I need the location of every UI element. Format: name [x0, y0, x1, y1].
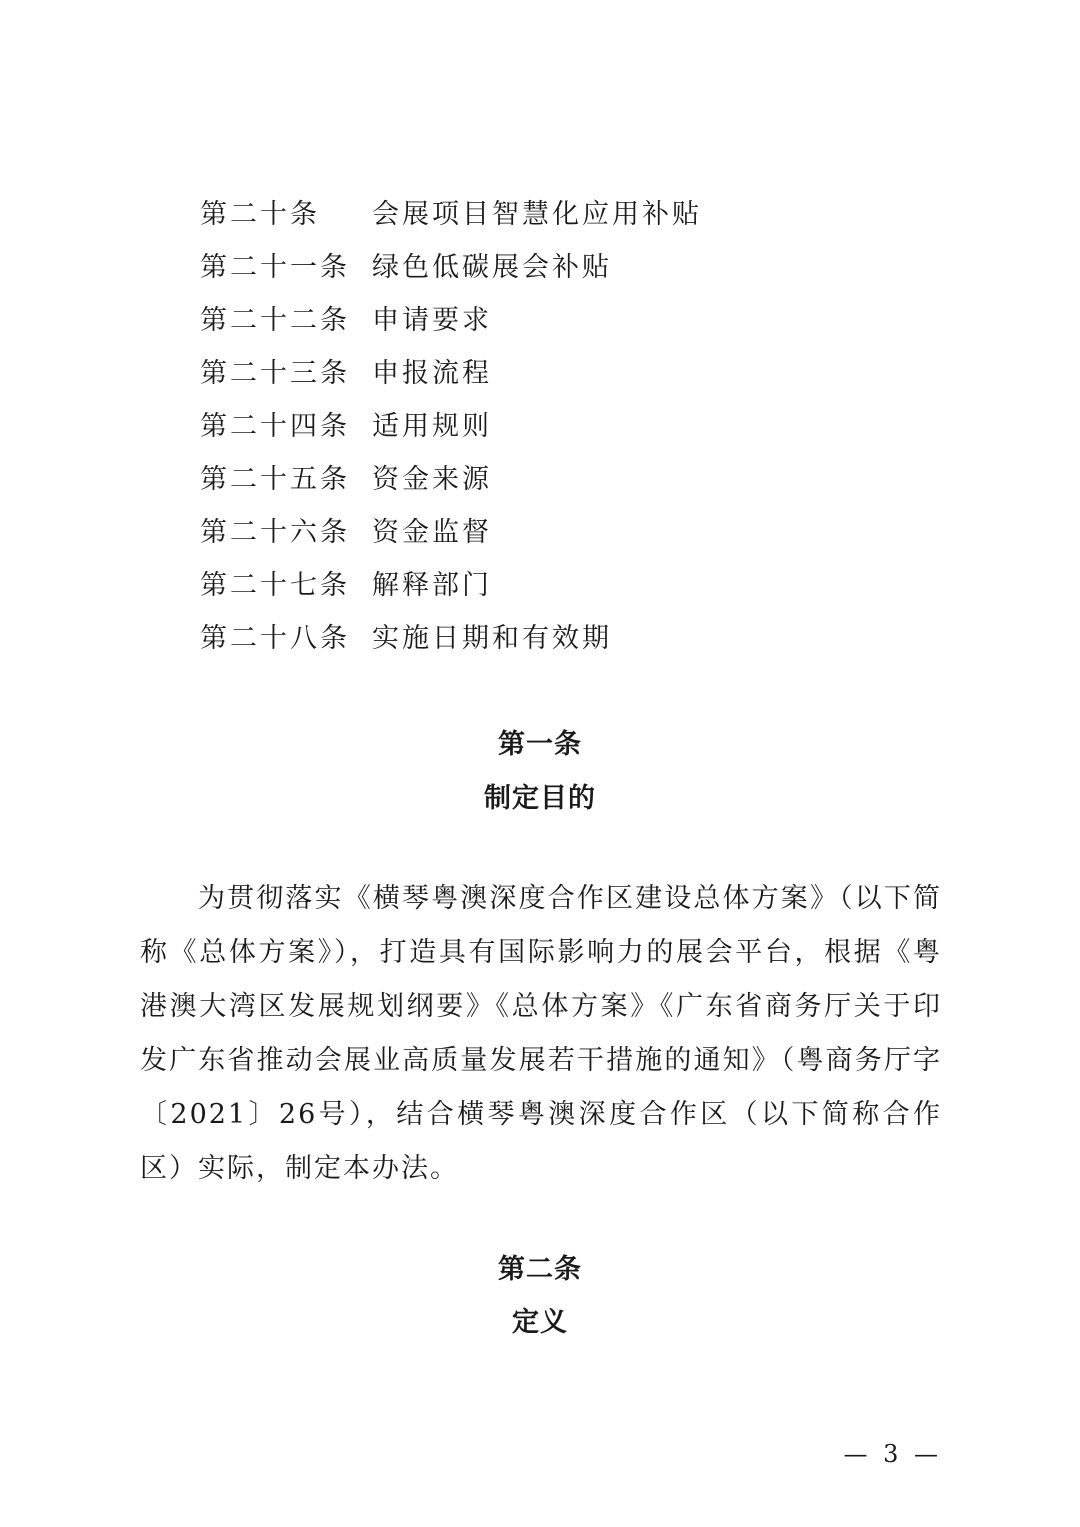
toc-item-title: 解释部门	[372, 570, 492, 601]
toc-item	[200, 241, 960, 294]
toc-item	[200, 612, 960, 665]
toc-item-title: 适用规则	[372, 411, 492, 442]
toc-item	[200, 188, 960, 241]
toc-item-title: 申请要求	[372, 305, 492, 336]
toc-item-number: 第二十五条	[200, 464, 350, 495]
table-of-contents	[200, 188, 960, 665]
toc-item-title: 绿色低碳展会补贴	[372, 252, 612, 283]
toc-item-number: 第二十四条	[200, 411, 350, 442]
toc-item-number: 第二十三条	[200, 358, 350, 389]
toc-item-title: 申报流程	[372, 358, 492, 389]
article-1-body	[140, 872, 942, 1196]
toc-item-title: 资金监督	[372, 517, 492, 548]
toc-item	[200, 453, 960, 506]
article-1-number: 第一条	[498, 729, 582, 760]
toc-item-number: 第二十七条	[200, 570, 350, 601]
toc-item	[200, 347, 960, 400]
toc-item-number: 第二十二条	[200, 305, 350, 336]
toc-item-title: 实施日期和有效期	[372, 623, 612, 654]
toc-item	[200, 400, 960, 453]
article-2-number: 第二条	[498, 1254, 582, 1285]
toc-item-title: 会展项目智慧化应用补贴	[372, 199, 702, 230]
article-1-paragraph: 为贯彻落实《横琴粤澳深度合作区建设总体方案》（以下简称《总体方案》），打造具有国际影响力的展会平台，根据《粤港澳大湾区发展规划纲要》《总体方案》《广东省商务厅关于印发广东省推动会展业高质量发展若干措施的通知》（粤商务厅字〔2021〕26号），结合横琴粤澳深度合作区（以下简称合作区）实际，制定本办法。	[140, 883, 942, 1184]
article-2-title: 定义	[512, 1307, 568, 1338]
toc-item-number: 第二十一条	[200, 252, 350, 283]
toc-item	[200, 294, 960, 347]
article-1-title: 制定目的	[484, 783, 596, 814]
toc-item-number: 第二十六条	[200, 517, 350, 548]
toc-item	[200, 559, 960, 612]
toc-item	[200, 506, 960, 559]
toc-item-number: 第二十八条	[200, 623, 350, 654]
toc-item-title: 资金来源	[372, 464, 492, 495]
page-number: — 3 —	[843, 1440, 942, 1468]
toc-item-number: 第二十条	[200, 199, 320, 230]
